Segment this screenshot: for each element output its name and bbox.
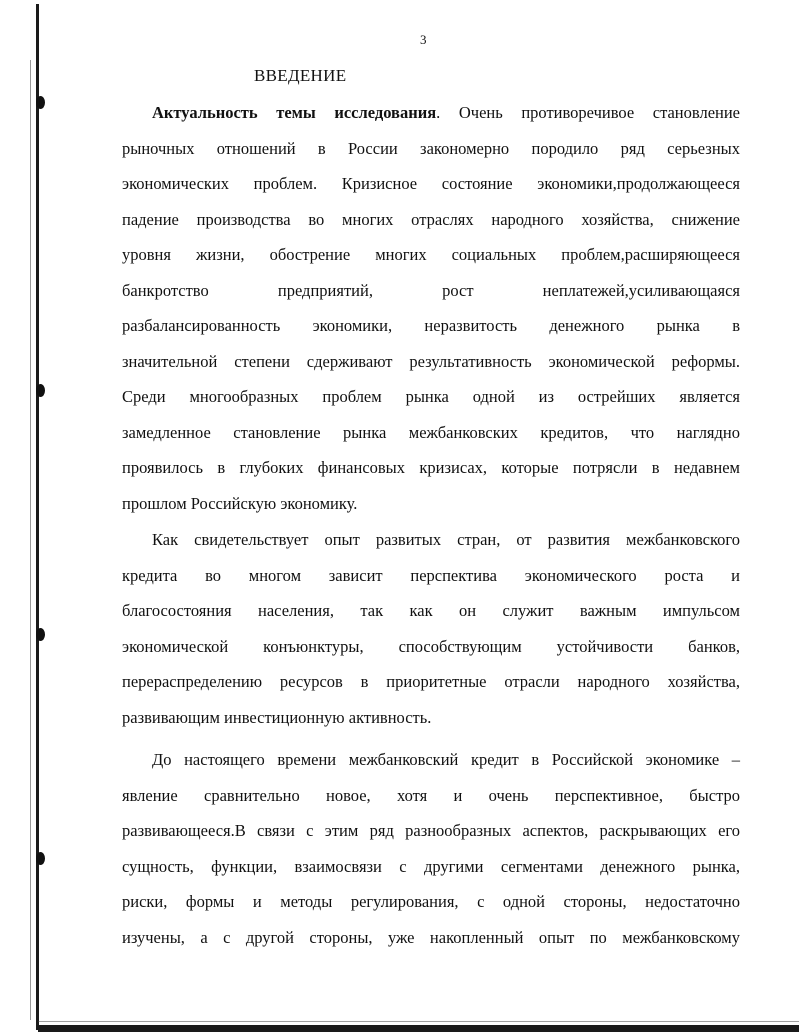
paragraph-line: разбалансированность экономики, неразвитость денежного рынка в [122, 316, 740, 335]
paragraph-line: благосостояния населения, так как он служит важным импульсом [122, 601, 740, 620]
paragraph-line: уровня жизни, обострение многих социальных проблем,расширяющееся [122, 245, 740, 264]
paragraph-line: банкротство предприятий, рост неплатежей,усиливающаяся [122, 280, 740, 300]
paragraph-line: До настоящего времени межбанковский кредит в Российской экономике – [152, 750, 740, 769]
paragraph-line: рыночных отношений в России закономерно породило ряд серьезных [122, 138, 740, 158]
paragraph-line: явление сравнительно новое, хотя и очень перспективное, быстро [122, 785, 740, 805]
paragraph-line: Как свидетельствует опыт развитых стран, от развития межбанковского [152, 530, 740, 549]
paragraph-line: замедленное становление рынка межбанковских кредитов, что наглядно [122, 422, 740, 442]
paragraph-line: экономических проблем. Кризисное состояние экономики,продолжающееся [122, 174, 740, 193]
binding-hole-mark [36, 96, 45, 109]
paragraph-line: прошлом Российскую экономику. [122, 493, 358, 513]
paragraph-line: сущность, функции, взаимосвязи с другими сегментами денежного рынка, [122, 856, 740, 876]
scan-binding-edge [36, 4, 39, 1030]
paragraph-line: падение производства во многих отраслях народного хозяйства, снижение [122, 209, 740, 229]
scan-binding-shadow [30, 60, 31, 1020]
paragraph-line: развивающееся.В связи с этим ряд разнообразных аспектов, раскрывающих его [122, 821, 740, 840]
paragraph-line [122, 95, 740, 131]
paragraph-line: Среди многообразных проблем рынка одной из острейших является [122, 387, 740, 406]
section-heading: ВВЕДЕНИЕ [254, 66, 347, 85]
scan-bottom-edge [38, 1025, 799, 1032]
binding-hole-mark [36, 384, 45, 397]
paragraph-line: риски, формы и методы регулирования, с одной стороны, недостаточно [122, 892, 740, 911]
paragraph-line: значительной степени сдерживают результативность экономической реформы. [122, 351, 740, 371]
paragraph-line: экономической конъюнктуры, способствующим устойчивости банков, [122, 636, 740, 656]
scan-bottom-shadow [38, 1021, 799, 1022]
paragraph-line: кредита во многом зависит перспектива экономического роста и [122, 565, 740, 585]
paragraph-line: перераспределению ресурсов в приоритетные отрасли народного хозяйства, [122, 672, 740, 691]
paragraph-line: развивающим инвестиционную активность. [122, 707, 432, 727]
paragraph-relevance [122, 95, 740, 521]
paragraph-line: изучены, а с другой стороны, уже накопленный опыт по межбанковскому [122, 927, 740, 947]
paragraph-current-state [122, 742, 740, 955]
bold-lead-phrase: Актуальность темы исследования [152, 103, 437, 122]
binding-hole-mark [36, 628, 45, 641]
page-number: 3 [420, 32, 427, 47]
paragraph-line-text: . Очень противоречивое становление [436, 103, 740, 122]
paragraph-interbank-importance [122, 522, 740, 735]
binding-hole-mark [36, 852, 45, 865]
paragraph-line: проявилось в глубоких финансовых кризисах, которые потрясли в недавнем [122, 458, 740, 477]
